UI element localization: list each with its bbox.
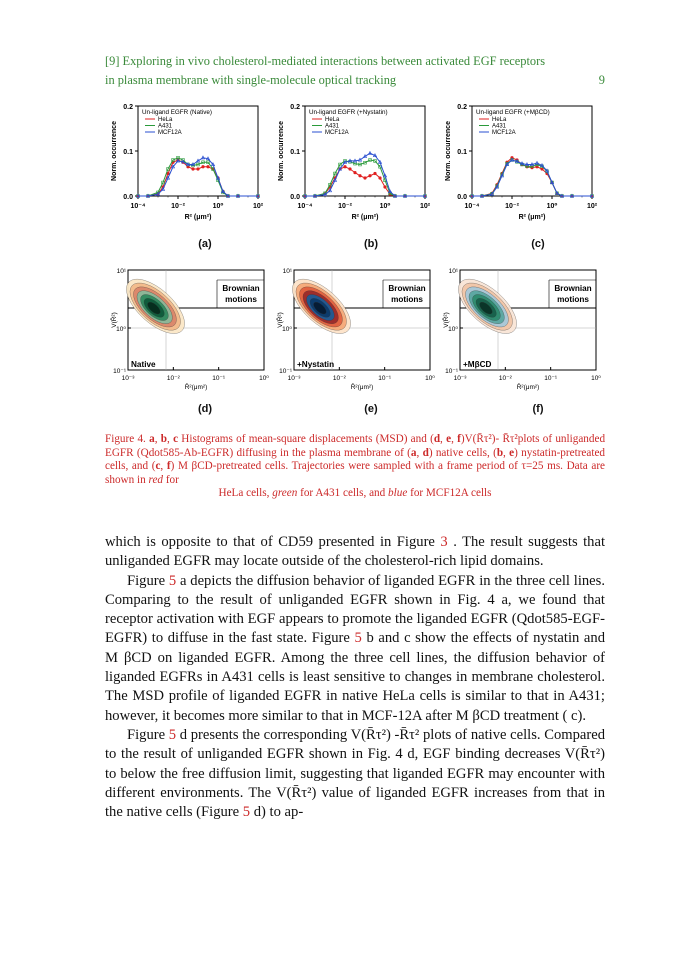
y-tick-label: 10⁰ <box>116 326 126 333</box>
caption-bold: b <box>496 446 504 459</box>
y-tick-label: 0.2 <box>457 104 467 111</box>
y-tick-label: 0.0 <box>123 194 133 201</box>
x-tick-label: 10⁻² <box>332 375 346 382</box>
legend-entry: MCF12A <box>158 130 182 136</box>
data-point <box>201 165 204 168</box>
text-run: Figure <box>127 726 169 743</box>
text-run: a depicts the diffusion behavior of liganded EGFR in the three cell lines. Comparing to the result of unliganded EGFR shown in Fig. 4 a, we found that receptor activation with EGF appears to promote the liganded EGFR (Qdot585-EGF-EGFR) to diffuse in the fast state. Figure <box>105 572 605 647</box>
x-axis-label: R̄²(μm²) <box>350 384 374 391</box>
plot-frame <box>472 106 592 196</box>
caption-text: , <box>167 433 174 445</box>
caption-bold: b <box>160 433 167 445</box>
x-tick-label: 10⁻² <box>338 203 352 210</box>
caption-bold: c <box>155 460 161 473</box>
contour-d <box>110 268 269 391</box>
y-tick-label: 0.1 <box>123 149 133 156</box>
y-tick-label: 10⁰ <box>282 326 292 333</box>
histogram-b <box>278 104 431 221</box>
text-run: which is opposite to that of CD59 presented in Figure <box>105 534 441 550</box>
running-header <box>105 52 605 90</box>
caption-text: ) nystatin-pretreated cells, and ( <box>105 446 606 473</box>
y-tick-label: 10⁻¹ <box>279 368 292 375</box>
series-line-mcf12a <box>305 153 425 196</box>
x-tick-label: 10⁻³ <box>287 375 301 382</box>
y-axis-label: V(R̄²) <box>111 312 118 328</box>
y-axis-label: Norm. occurrence <box>111 121 118 181</box>
data-point <box>348 167 351 170</box>
text-run: . The result suggests that unliganded EGFR may locate outside of the cholesterol-rich lipid domains. <box>105 534 605 570</box>
series-line-hela <box>138 160 258 196</box>
contour-panels <box>100 262 620 402</box>
x-axis-label: R² (μm²) <box>184 214 212 221</box>
x-axis-label: R² (μm²) <box>351 214 379 221</box>
treatment-label: +MβCD <box>463 360 492 369</box>
caption-italic: blue <box>388 487 408 500</box>
y-axis-label: V(R̄²) <box>443 312 450 328</box>
plot-frame <box>305 106 425 196</box>
legend-entry: A431 <box>325 123 340 130</box>
caption-bold: e <box>509 446 515 459</box>
caption-bold: a <box>149 433 155 445</box>
series-line-hela <box>472 158 592 196</box>
x-tick-label: 10⁰ <box>259 375 269 382</box>
paragraph-1 <box>105 533 605 572</box>
legend-title: Un-ligand EGFR (+Nystatin) <box>309 109 388 116</box>
data-point <box>378 176 381 179</box>
histogram-a <box>111 104 264 221</box>
treatment-label: Native <box>131 360 156 369</box>
series-line-hela <box>305 167 425 196</box>
brownian-label: motions <box>557 295 589 304</box>
caption-text: HeLa cells, <box>218 487 273 500</box>
text-run: b and c show the effects of nystatin and M βCD on liganded EGFR. Among the three cell lines, the diffusion behavior of liganded EGFRs in A431 cells is least sensitive to changes in membrane cholesterol. The MSD profile of liganded EGFR in native HeLa cells is similar to that in A431; however, it becomes more similar to that in MCF-12A after M βCD treatment ( c). <box>105 630 605 724</box>
data-point <box>196 167 199 170</box>
figure-ref-link[interactable]: 5 <box>354 630 362 647</box>
legend-entry: A431 <box>492 123 507 130</box>
text-run: Figure <box>127 572 169 589</box>
data-point <box>206 165 209 168</box>
panel-label-f: (f) <box>532 403 544 415</box>
caption-text: , <box>416 446 423 459</box>
y-tick-label: 10⁻¹ <box>445 368 458 375</box>
x-tick-label: 10² <box>586 203 598 210</box>
x-tick-label: 10⁰ <box>212 203 224 210</box>
y-axis-label: Norm. occurrence <box>445 121 452 181</box>
x-tick-label: 10⁻² <box>498 375 512 382</box>
data-point <box>363 176 366 179</box>
x-tick-label: 10⁻⁴ <box>464 203 480 210</box>
text-run: d) to ap- <box>250 804 304 821</box>
x-tick-label: 10⁻¹ <box>212 375 226 382</box>
panel-label-c: (c) <box>531 238 545 250</box>
caption-bold: f <box>166 460 171 473</box>
caption-bold: a <box>410 446 417 459</box>
caption-bold: d <box>422 446 429 459</box>
x-tick-label: 10⁻¹ <box>378 375 392 382</box>
caption-bold: e <box>446 433 452 445</box>
caption-text: R̄τ²plots of unliganded EGFR (Qdot585-Ab-EGFR) diffusing in the plasma membrane of ( <box>105 433 606 459</box>
plot-frame <box>138 106 258 196</box>
legend-entry: HeLa <box>325 117 340 123</box>
y-tick-label: 0.1 <box>290 149 300 156</box>
caption-italic: red <box>148 473 164 486</box>
panel-label-b: (b) <box>363 238 379 250</box>
data-point <box>191 167 194 170</box>
panel-label-d: (d) <box>197 403 213 415</box>
contour-f <box>442 268 601 391</box>
caption-bold: c <box>173 433 179 445</box>
y-axis-label: Norm. occurrence <box>278 121 285 181</box>
y-tick-label: 10¹ <box>282 268 292 275</box>
brownian-label: Brownian <box>388 284 426 293</box>
caption-bold: f <box>457 433 461 445</box>
paragraph-2 <box>105 572 605 726</box>
x-tick-label: 10⁻¹ <box>544 375 558 382</box>
x-tick-label: 10⁻⁴ <box>130 203 146 210</box>
histogram-c <box>445 104 598 221</box>
y-tick-label: 0.2 <box>290 104 300 111</box>
brownian-label: Brownian <box>554 284 592 293</box>
text-run: d presents the corresponding V(R̄τ²) -R̄τ² plots of native cells. Compared to the result of unliganded EGFR shown in Fig. 4 d, EGF binding decreases V(R̄τ²) to below the free diffusion limit, suggesting that liganded EGFR may encounter with different environments. The V(R̄τ²) value of liganded EGFR increases from that in the native cells (Figure <box>105 726 605 821</box>
panel-label-a: (a) <box>198 238 212 250</box>
legend-entry: HeLa <box>158 117 173 123</box>
series-line-a431 <box>138 158 258 196</box>
data-point <box>373 172 376 175</box>
data-point <box>368 174 371 177</box>
x-tick-label: 10⁻² <box>166 375 180 382</box>
legend-title: Un-ligand EGFR (Native) <box>142 109 212 116</box>
caption-italic: green <box>272 487 298 500</box>
caption-text: Histograms of mean-square displacements (MSD) and ( <box>178 433 434 445</box>
brownian-label: motions <box>225 295 257 304</box>
brownian-label: motions <box>391 295 423 304</box>
x-tick-label: 10⁻³ <box>453 375 467 382</box>
x-tick-label: 10⁻² <box>505 203 519 210</box>
caption-text: )V(R̄τ²)- <box>460 433 500 445</box>
y-tick-label: 0.0 <box>290 194 300 201</box>
contour-e <box>276 268 435 391</box>
figure-ref-link[interactable]: 5 <box>168 572 177 589</box>
caption-text: , <box>503 446 510 459</box>
y-tick-label: 0.0 <box>457 194 467 201</box>
x-tick-label: 10⁰ <box>546 203 558 210</box>
caption-text: ) native cells, ( <box>428 446 497 459</box>
caption-text: ) M βCD-pretreated cells. Trajectories were sampled with a frame period of τ=25 ms. Data are shown in <box>105 460 606 486</box>
x-tick-label: 10⁰ <box>379 203 391 210</box>
data-point <box>343 165 346 168</box>
data-point <box>383 185 386 188</box>
legend-title: Un-ligand EGFR (+MβCD) <box>476 109 550 116</box>
caption-bold: d <box>433 433 441 445</box>
caption-text: , <box>451 433 458 445</box>
y-tick-label: 10⁻¹ <box>113 368 126 375</box>
data-point <box>358 174 361 177</box>
caption-last-line <box>105 487 605 501</box>
figure-caption <box>105 433 605 501</box>
x-tick-label: 10⁰ <box>591 375 601 382</box>
y-tick-label: 10¹ <box>448 268 458 275</box>
y-tick-label: 0.2 <box>123 104 133 111</box>
page-number: 9 <box>598 73 605 87</box>
legend-entry: HeLa <box>492 117 507 123</box>
caption-text: Figure 4. <box>105 433 150 445</box>
caption-text: for MCF12A cells <box>407 487 492 500</box>
y-tick-label: 10⁰ <box>448 326 458 333</box>
header-title-line2: in plasma membrane with single-molecule optical tracking <box>105 73 397 87</box>
caption-text: , <box>440 433 447 445</box>
y-axis-label: V(R̄²) <box>277 312 284 328</box>
caption-text: , <box>160 460 167 473</box>
x-tick-label: 10⁻³ <box>121 375 135 382</box>
legend-entry: A431 <box>158 123 173 130</box>
x-tick-label: 10² <box>252 203 264 210</box>
series-line-mcf12a <box>138 158 258 196</box>
x-tick-label: 10⁰ <box>425 375 435 382</box>
x-tick-label: 10² <box>419 203 431 210</box>
x-axis-label: R² (μm²) <box>518 214 546 221</box>
x-axis-label: R̄²(μm²) <box>184 384 208 391</box>
panel-label-e: (e) <box>364 403 378 415</box>
header-title-line1: [9] Exploring in vivo cholesterol-mediated interactions between activated EGF receptors <box>105 54 546 68</box>
figure-ref-link[interactable]: 5 <box>242 804 251 821</box>
y-tick-label: 0.1 <box>457 149 467 156</box>
x-axis-label: R̄²(μm²) <box>516 384 540 391</box>
paragraph-3 <box>105 726 605 822</box>
legend-entry: MCF12A <box>492 130 516 136</box>
x-tick-label: 10⁻⁴ <box>297 203 313 210</box>
brownian-label: Brownian <box>222 284 260 293</box>
treatment-label: +Nystatin <box>297 360 335 369</box>
caption-text: , <box>154 433 161 445</box>
figure-ref-link[interactable]: 3 <box>440 534 448 550</box>
legend-entry: MCF12A <box>325 130 349 136</box>
y-tick-label: 10¹ <box>116 268 126 275</box>
figure-ref-link[interactable]: 5 <box>168 726 177 743</box>
caption-text: for <box>163 473 179 486</box>
body-text <box>105 533 605 822</box>
x-tick-label: 10⁻² <box>171 203 185 210</box>
caption-text: for A431 cells, and <box>297 487 389 500</box>
data-point <box>353 171 356 174</box>
